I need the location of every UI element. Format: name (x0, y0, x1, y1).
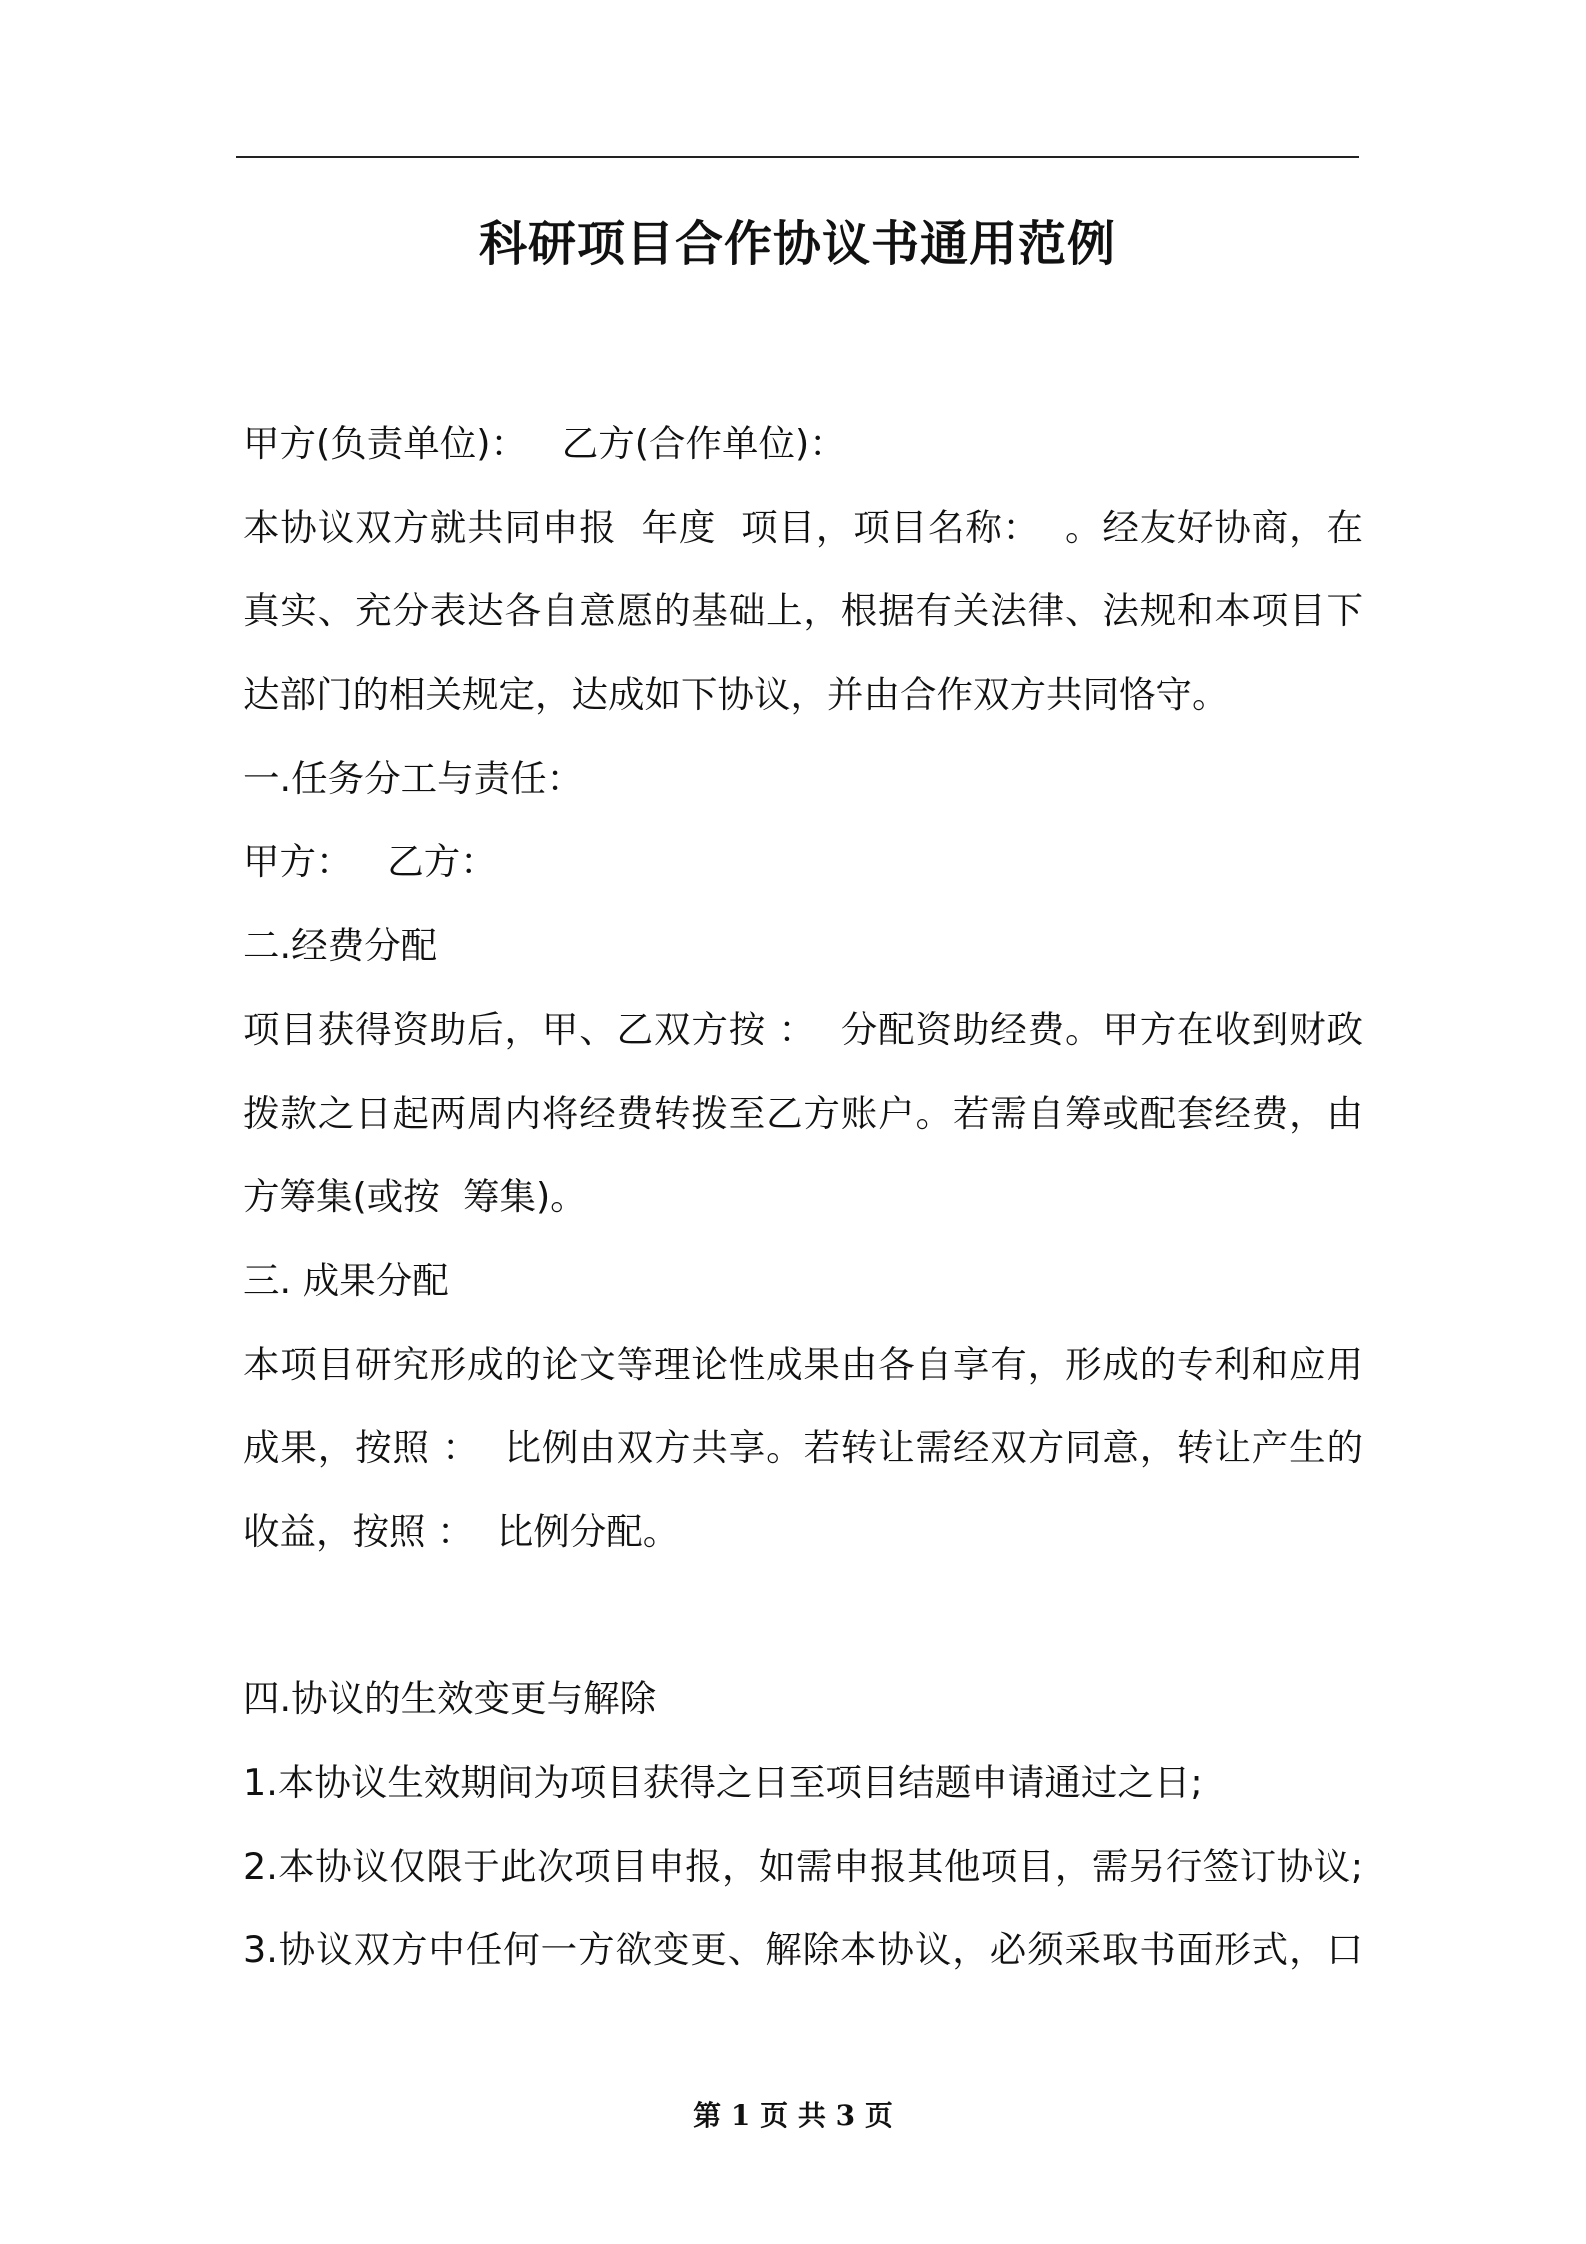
body-line: 方筹集(或按 筹集)。 (243, 1175, 587, 1219)
document-title: 科研项目合作协议书通用范例 (478, 216, 1116, 272)
body-line: 收益，按照 ： 比例分配。 (243, 1509, 680, 1553)
section-heading: 四.协议的生效变更与解除 (243, 1677, 657, 1721)
header-rule (236, 156, 1359, 158)
document-body (243, 402, 1363, 1992)
clause-line: 2.本协议仅限于此次项目申报，如需申报其他项目，需另行签订协议; (243, 1844, 1363, 1888)
body-line: 甲方(负责单位)： 乙方(合作单位)： (243, 422, 846, 465)
body-line: 本协议双方就共同申报 年度 项目，项目名称： 。经友好协商，在 (243, 505, 1363, 549)
section-heading: 一.任务分工与责任： (243, 756, 584, 800)
body-line: 甲方： 乙方： (243, 840, 497, 884)
section-heading: 二.经费分配 (243, 924, 438, 968)
body-line: 本项目研究形成的论文等理论性成果由各自享有，形成的专利和应用 (243, 1342, 1363, 1386)
body-line: 真实、充分表达各自意愿的基础上，根据有关法律、法规和本项目下 (243, 589, 1363, 633)
blank-line (243, 1574, 1363, 1658)
body-line: 项目获得资助后，甲、乙双方按 ： 分配资助经费。甲方在收到财政 (243, 1007, 1363, 1051)
body-line: 达部门的相关规定，达成如下协议，并由合作双方共同恪守。 (243, 673, 1229, 717)
clause-line: 1.本协议生效期间为项目获得之日至项目结题申请通过之日; (243, 1761, 1203, 1804)
page-number-footer: 第 1 页 共 3 页 (693, 2099, 893, 2132)
clause-line: 3.协议双方中任何一方欲变更、解除本协议，必须采取书面形式，口 (243, 1928, 1363, 1972)
body-line: 成果，按照 ： 比例由双方共享。若转让需经双方同意，转让产生的 (243, 1426, 1363, 1470)
section-heading: 三. 成果分配 (243, 1258, 449, 1302)
body-line: 拨款之日起两周内将经费转拨至乙方账户。若需自筹或配套经费，由 (243, 1091, 1363, 1135)
